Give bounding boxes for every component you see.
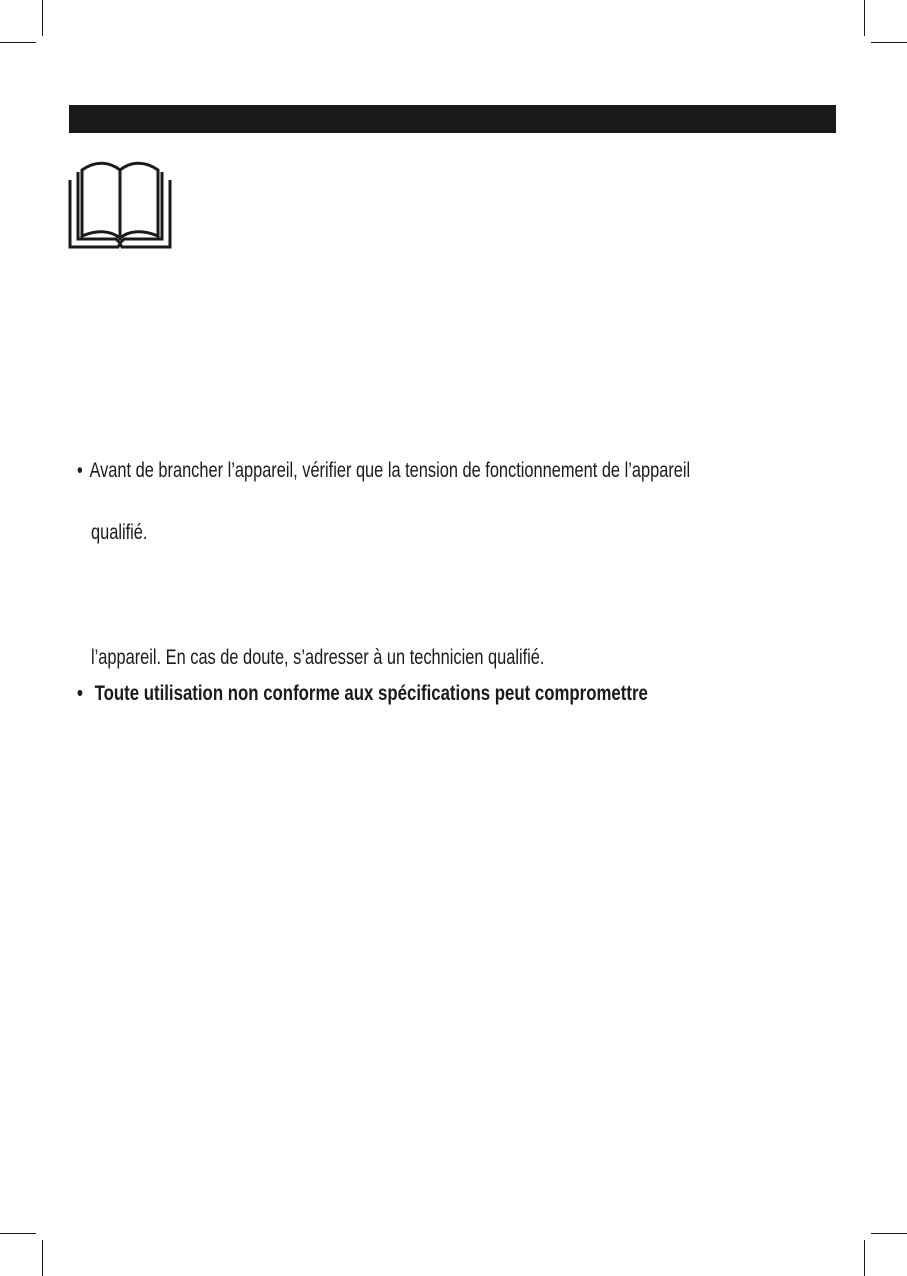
- crop-mark-bottom-right-v: [864, 1240, 865, 1276]
- crop-mark-bottom-right-h: [871, 1233, 907, 1234]
- nonconform-line-1: [77, 681, 648, 707]
- bullet: •: [77, 682, 83, 705]
- nonconform-text: Toute utilisation non conforme aux spécifications peut compromettre: [94, 682, 648, 705]
- crop-mark-bottom-left-h: [0, 1233, 36, 1234]
- crop-mark-top-left-v: [42, 0, 43, 36]
- crop-mark-top-left-h: [0, 42, 36, 43]
- crop-mark-top-right-h: [871, 42, 907, 43]
- voltage-check-last-line: qualifié.: [91, 521, 148, 544]
- doubt-last-line: l’appareil. En cas de doute, s’adresser à un technicien qualifié.: [91, 646, 545, 669]
- crop-mark-bottom-left-v: [42, 1240, 43, 1276]
- bullet: •: [77, 459, 83, 482]
- open-book-icon: [68, 160, 172, 250]
- section-header-bar: [69, 105, 836, 133]
- voltage-check-text: Avant de brancher l’appareil, vérifier que la tension de fonctionnement de l’appareil: [89, 459, 691, 482]
- crop-mark-top-right-v: [864, 0, 865, 36]
- voltage-check-line-1: [77, 458, 690, 484]
